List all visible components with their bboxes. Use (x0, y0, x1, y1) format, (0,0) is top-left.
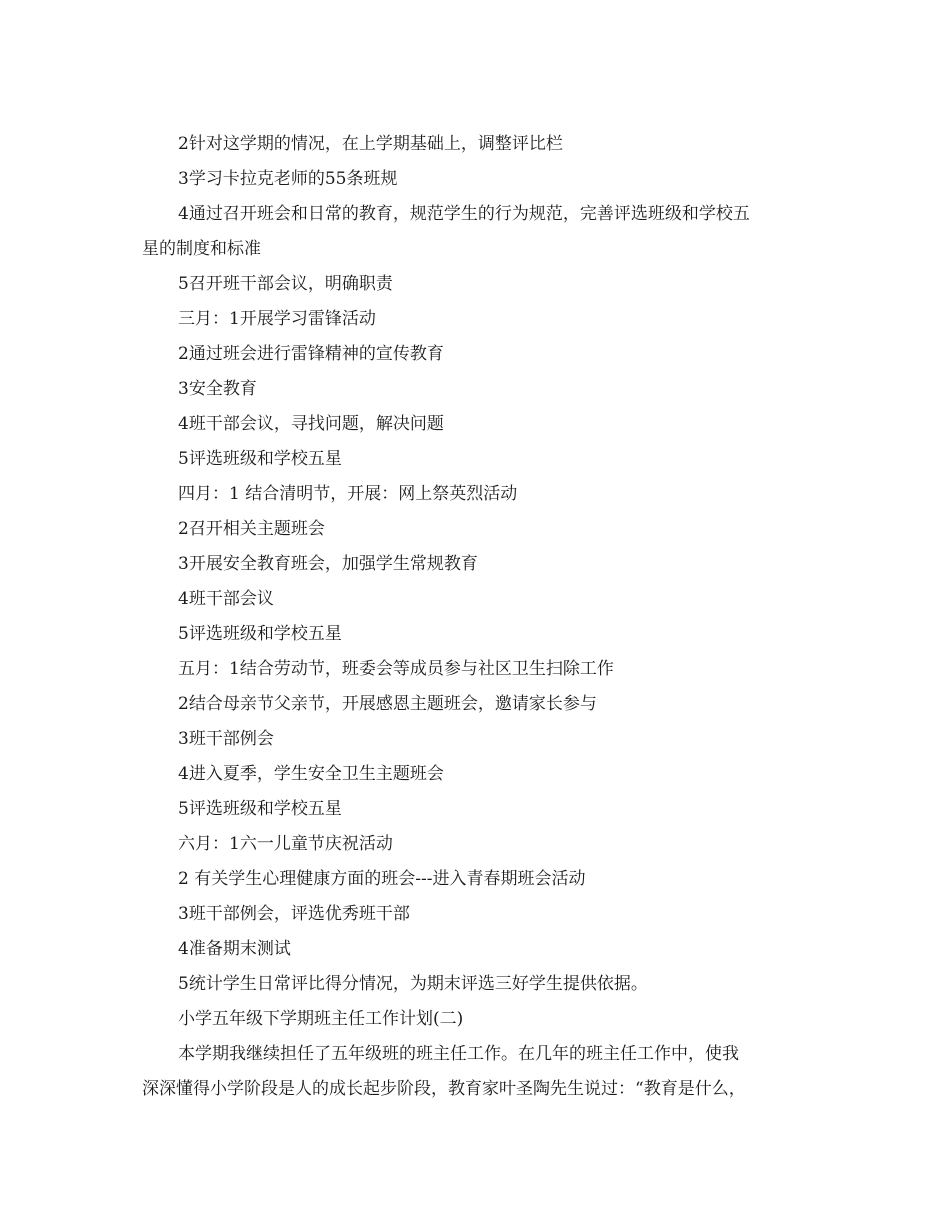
text-line: 2召开相关主题班会 (178, 519, 325, 539)
text-line: 2针对这学期的情况，在上学期基础上，调整评比栏 (178, 134, 563, 154)
text-line: 3学习卡拉克老师的55条班规 (178, 169, 398, 189)
text-line: 3开展安全教育班会，加强学生常规教育 (178, 554, 478, 574)
text-line: 2结合母亲节父亲节，开展感恩主题班会，邀请家长参与 (178, 694, 597, 714)
text-line: 5统计学生日常评比得分情况，为期末评选三好学生提供依据。 (178, 974, 648, 994)
text-line: 2通过班会进行雷锋精神的宣传教育 (178, 344, 444, 364)
text-line: 4准备期末测试 (178, 939, 291, 959)
text-line: 3班干部例会 (178, 729, 274, 749)
text-line: 3安全教育 (178, 379, 257, 399)
text-line: 三月：1开展学习雷锋活动 (178, 309, 376, 329)
document-body (142, 127, 814, 1107)
text-line: 5召开班干部会议，明确职责 (178, 274, 393, 294)
text-line: 2 有关学生心理健康方面的班会---进入青春期班会活动 (178, 869, 586, 889)
text-line: 本学期我继续担任了五年级班的班主任工作。在几年的班主任工作中，使我 (178, 1044, 739, 1064)
text-line: 六月：1六一儿童节庆祝活动 (178, 834, 393, 854)
text-line: 3班干部例会，评选优秀班干部 (178, 904, 410, 924)
text-line: 5评选班级和学校五星 (178, 799, 342, 819)
text-line: 4通过召开班会和日常的教育，规范学生的行为规范，完善评选班级和学校五 (178, 204, 750, 224)
text-line: 4班干部会议 (178, 589, 274, 609)
text-line: 5评选班级和学校五星 (178, 449, 342, 469)
text-line: 5评选班级和学校五星 (178, 624, 342, 644)
text-line: 4班干部会议，寻找问题，解决问题 (178, 414, 444, 434)
text-line: 五月：1结合劳动节，班委会等成员参与社区卫生扫除工作 (178, 659, 614, 679)
text-line: 深深懂得小学阶段是人的成长起步阶段，教育家叶圣陶先生说过：“教育是什么， (142, 1079, 746, 1099)
text-line: 四月：1 结合清明节，开展：网上祭英烈活动 (178, 484, 518, 504)
text-line: 4进入夏季，学生安全卫生主题班会 (178, 764, 444, 784)
text-line: 星的制度和标准 (142, 239, 261, 259)
section-title: 小学五年级下学期班主任工作计划(二) (178, 1009, 464, 1029)
